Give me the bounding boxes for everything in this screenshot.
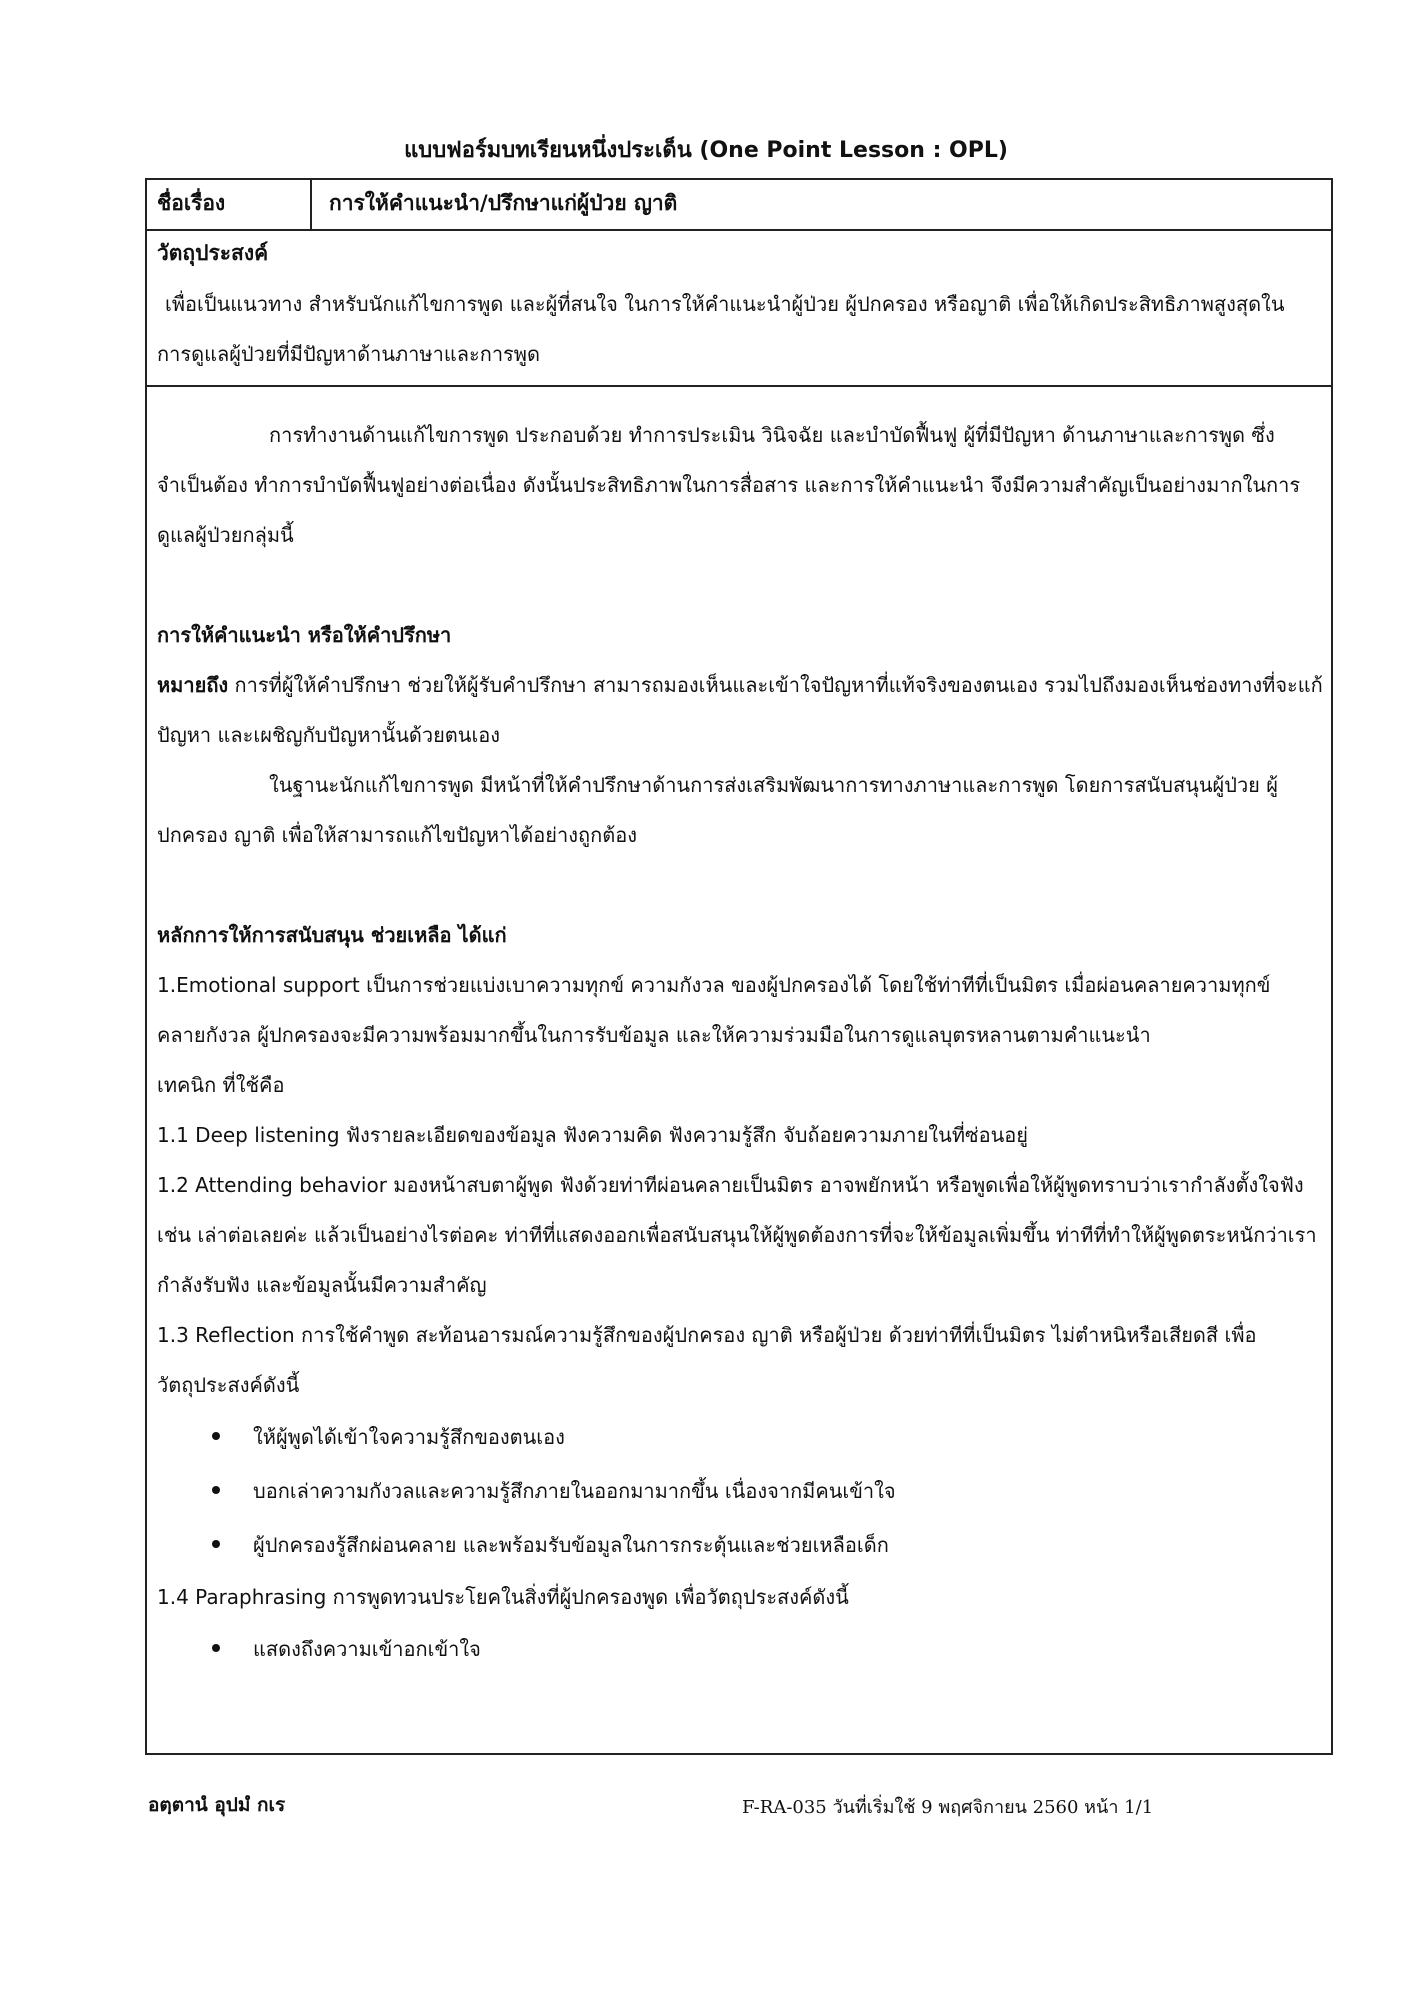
intro-paragraph: การทำงานด้านแก้ไขการพูด ประกอบด้วย ทำการประเมิน วินิจฉัย และบำบัดฟื้นฟู ผู้ที่มีปัญหา ด้านภาษาและการพูด ซึ่งจำเป็นต้อง ทำการบำบัดฟื้นฟูอย่างต่อเนื่อง ดังนั้นประสิทธิภาพในการสื่อสาร และการให้คำแนะนำ จึงมีความสำคัญเป็นอย่างมากในการดูแลผู้ป่วยกลุ่มนี้	[157, 423, 1301, 547]
lesson-body	[157, 410, 1325, 1676]
emotional-support-paragraph	[157, 960, 1325, 1060]
item-deep-listening: 1.1 Deep listening ฟังรายละเอียดของข้อมูล ฟังความคิด ฟังความรู้สึก จับถ้อยความภายในที่ซ่อนอยู่	[157, 1123, 1029, 1147]
principles-heading: หลักการให้การสนับสนุน ช่วยเหลือ ได้แก่	[157, 923, 507, 947]
objective-label: วัตถุประสงค์	[157, 241, 269, 265]
bullet-text: ให้ผู้พูดได้เข้าใจความรู้สึกของตนเอง	[253, 1425, 565, 1449]
bullet-icon	[212, 1486, 220, 1494]
footer-doc-info: F-RA-035 วันที่เริ่มใช้ 9 พฤศจิกายน 2560 หน้า 1/1	[742, 1797, 1154, 1818]
document-title: แบบฟอร์มบทเรียนหนึ่งประเด็น (One Point Lesson : OPL)	[404, 138, 1008, 163]
emotional-support-text: เป็นการช่วยแบ่งเบาความทุกข์ ความกังวล ของผู้ปกครองได้ โดยใช้ท่าทีที่เป็นมิตร เมื่อผ่อนคลายความทุกข์ คลายกังวล ผู้ปกครองจะมีความพร้อมมากขึ้นในการรับข้อมูล และให้ความร่วมมือในการดูแลบุตรหลานตามคำแนะนำ	[157, 973, 1271, 1047]
objective-row	[147, 229, 1331, 387]
emotional-support-label: 1.Emotional support	[157, 973, 360, 997]
role-paragraph: ในฐานะนักแก้ไขการพูด มีหน้าที่ให้คำปรึกษาด้านการส่งเสริมพัฒนาการทางภาษาและการพูด โดยการสนับสนุนผู้ป่วย ผู้ปกครอง ญาติ เพื่อให้สามารถแก้ไขปัญหาได้อย่างถูกต้อง	[157, 773, 1278, 847]
list-item	[157, 1464, 1325, 1518]
bullet-icon	[212, 1644, 220, 1652]
subject-value: การให้คำแนะนำ/ปรึกษาแก่ผู้ป่วย ญาติ	[329, 191, 678, 215]
bullet-icon	[212, 1432, 220, 1440]
counsel-heading: การให้คำแนะนำ หรือให้คำปรึกษา	[157, 623, 452, 647]
item-reflection: 1.3 Reflection การใช้คำพูด สะท้อนอารมณ์ความรู้สึกของผู้ปกครอง ญาติ หรือผู้ป่วย ด้วยท่าทีที่เป็นมิตร ไม่ตำหนิหรือเสียดสี เพื่อวัตถุประสงค์ดังนี้	[157, 1323, 1257, 1397]
opl-form	[145, 178, 1333, 1755]
list-item	[157, 1518, 1325, 1572]
footer-author: อตฺตานํ อุปมํ กเร	[148, 1794, 286, 1816]
meaning-paragraph	[157, 660, 1325, 760]
bullet-text: ผู้ปกครองรู้สึกผ่อนคลาย และพร้อมรับข้อมูลในการกระตุ้นและช่วยเหลือเด็ก	[253, 1533, 889, 1557]
list-item	[157, 1410, 1325, 1464]
paraphrasing-bullet-list	[157, 1622, 1325, 1676]
bullet-text: บอกเล่าความกังวลและความรู้สึกภายในออกมามากขึ้น เนื่องจากมีคนเข้าใจ	[253, 1479, 896, 1503]
technique-label: เทคนิก ที่ใช้คือ	[157, 1073, 285, 1097]
bullet-text: แสดงถึงความเข้าอกเข้าใจ	[253, 1637, 481, 1661]
subject-row	[147, 180, 1331, 231]
meaning-text: การที่ผู้ให้คำปรึกษา ช่วยให้ผู้รับคำปรึกษา สามารถมองเห็นและเข้าใจปัญหาที่แท้จริงของตนเอง รวมไปถึงมองเห็นช่องทางที่จะแก้ปัญหา และเผชิญกับปัญหานั้นด้วยตนเอง	[157, 673, 1323, 747]
item-attending-behavior: 1.2 Attending behavior มองหน้าสบตาผู้พูด ฟังด้วยท่าทีผ่อนคลายเป็นมิตร อาจพยักหน้า หรือพูดเพื่อให้ผู้พูดทราบว่าเรากำลังตั้งใจฟัง เช่น เล่าต่อเลยค่ะ แล้วเป็นอย่างไรต่อคะ ท่าทีที่แสดงออกเพื่อสนับสนุนให้ผู้พูดต้องการที่จะให้ข้อมูลเพิ่มขึ้น ท่าทีที่ทำให้ผู้พูดตระหนักว่าเรากำลังรับฟัง และข้อมูลนั้นมีความสำคัญ	[157, 1173, 1317, 1297]
reflection-bullet-list	[157, 1410, 1325, 1572]
bullet-icon	[212, 1540, 220, 1548]
item-paraphrasing: 1.4 Paraphrasing การพูดทวนประโยคในสิ่งที่ผู้ปกครองพูด เพื่อวัตถุประสงค์ดังนี้	[157, 1585, 849, 1609]
meaning-label: หมายถึง	[157, 673, 229, 697]
objective-text: เพื่อเป็นแนวทาง สำหรับนักแก้ไขการพูด และผู้ที่สนใจ ในการให้คำแนะนำผู้ป่วย ผู้ปกครอง หรือญาติ เพื่อให้เกิดประสิทธิภาพสูงสุดในการดูแลผู้ป่วยที่มีปัญหาด้านภาษาและการพูด	[157, 292, 1285, 366]
list-item	[157, 1622, 1325, 1676]
subject-label: ชื่อเรื่อง	[147, 180, 312, 229]
